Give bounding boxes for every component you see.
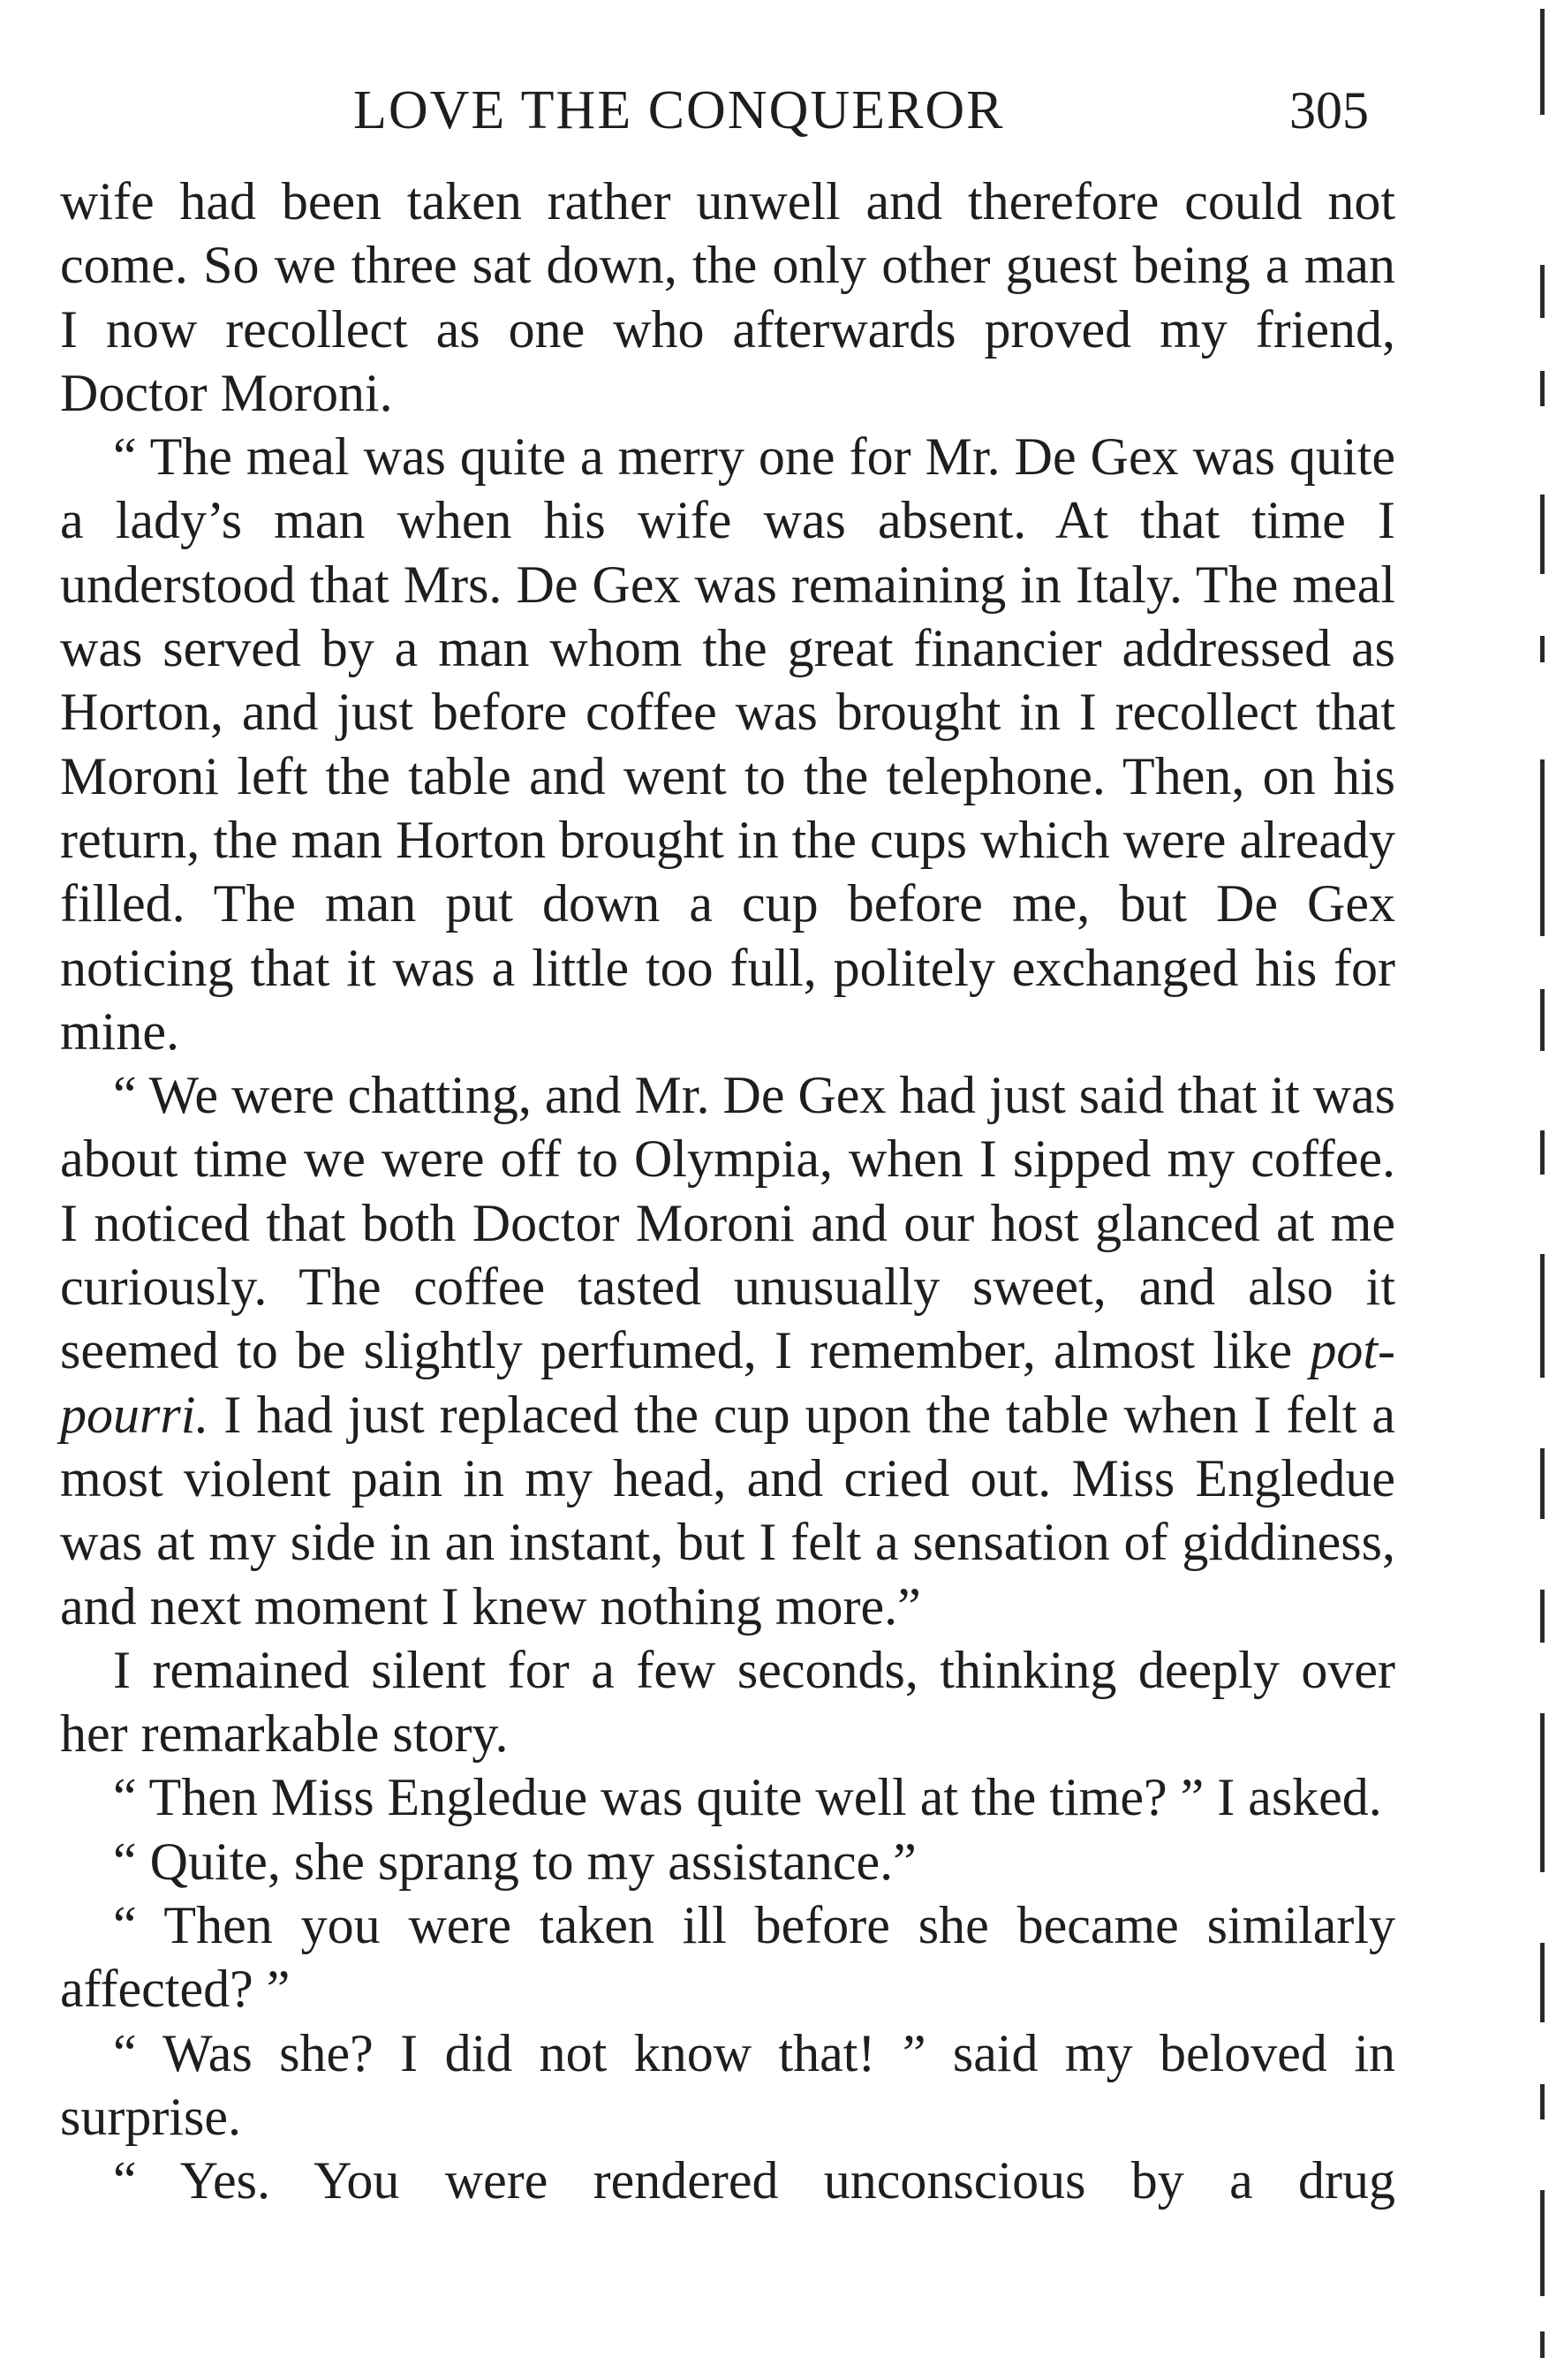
scan-edge-artifact — [1533, 0, 1553, 2380]
paragraph-8: “ Was she? I did not know that! ” said my beloved in surprise. — [60, 2023, 1395, 2146]
italic-term: pot-pourri. — [60, 1321, 1395, 1444]
paragraph-3-text-after: I had just replaced the cup upon the table when I felt a most violent pain in my head, and cried out. Miss Engledue was at my side in an instant, but I felt a sensation of giddiness, and next moment I knew nothing more.” — [60, 1385, 1395, 1636]
paragraph-7: “ Then you were taken ill before she became similarly affected? ” — [60, 1896, 1395, 2019]
paragraph-4: I remained silent for a few seconds, thinking deeply over her remarkable story. — [60, 1640, 1395, 1764]
paragraph-2: “ The meal was quite a merry one for Mr. De Gex was quite a lady’s man when his wife was absent. At that time I understood that Mrs. De Gex was remaining in Italy. The meal was served by a man whom the great financier addressed as Horton, and just before coffee was brought in I recollect that Moroni left the table and went to the telephone. Then, on his return, the man Horton brought in the cups which were already filled. The man put down a cup before me, but De Gex noticing that it was a little too full, politely exchanged his for mine. — [60, 427, 1395, 1061]
page-header — [353, 75, 1413, 146]
paragraph-1: wife had been taken rather unwell and therefore could not come. So we three sat down, the only other guest being a man I now recollect as one who afterwards proved my friend, Doctor Moroni. — [60, 172, 1395, 422]
page-number: 305 — [1289, 81, 1369, 140]
paragraph-3 — [60, 1063, 1395, 1638]
paragraph-3-text-before: “ We were chatting, and Mr. De Gex had just said that it was about time we were off to Olympia, when I sipped my coffee. I noticed that both Doctor Moroni and our host glanced at me curiously. The coffee tasted unusually sweet, and also it seemed to be slightly perfumed, I remember, almost like — [60, 1066, 1396, 1380]
running-title: LOVE THE CONQUEROR — [353, 80, 1005, 140]
paragraph-6: “ Quite, she sprang to my assistance.” — [113, 1832, 917, 1891]
body-text — [60, 170, 1395, 2213]
paragraph-5: “ Then Miss Engledue was quite well at the time? ” I asked. — [113, 1768, 1382, 1827]
paragraph-9: “ Yes. You were rendered unconscious by a drug — [113, 2151, 1395, 2210]
